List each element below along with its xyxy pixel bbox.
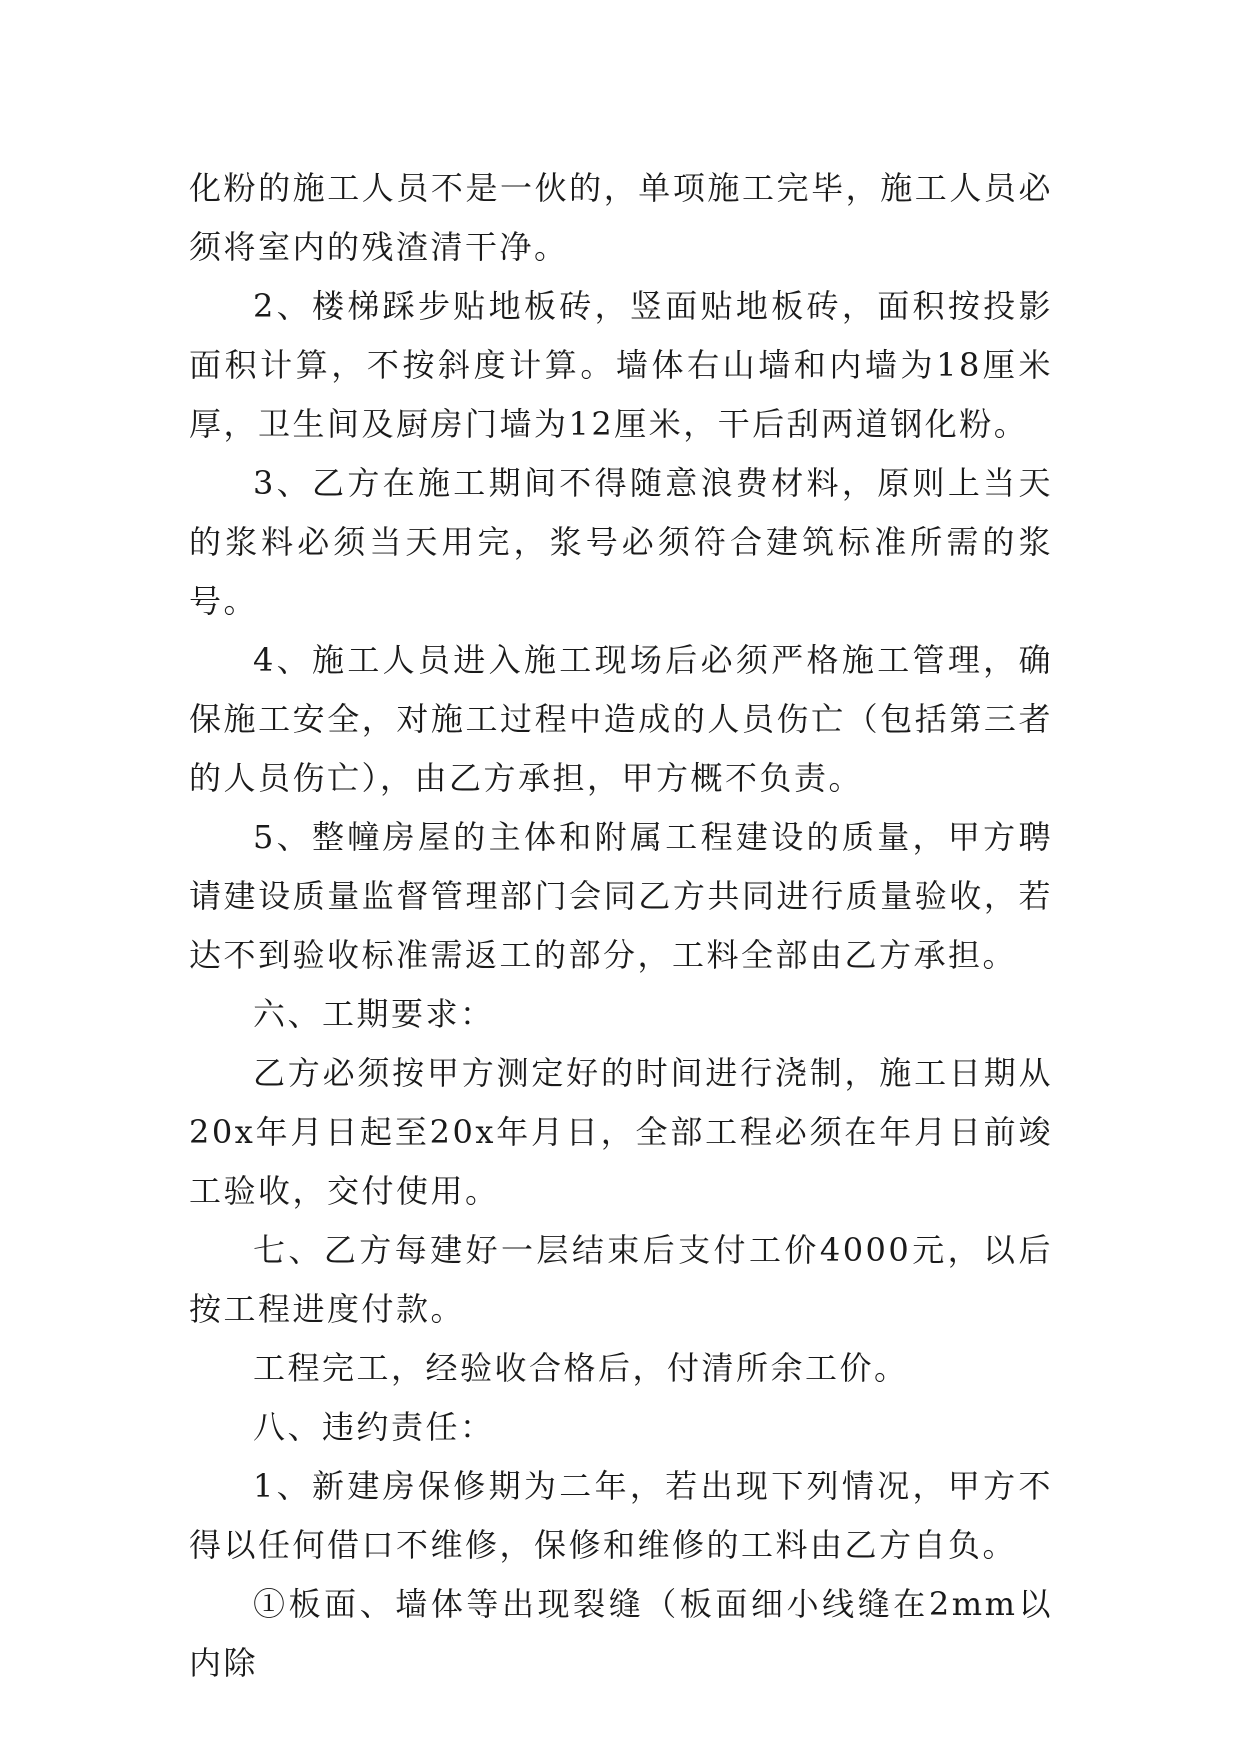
paragraph-continuation: 化粉的施工人员不是一伙的，单项施工完毕，施工人员必须将室内的残渣清干净。 <box>189 169 1053 266</box>
section-heading-schedule: 六、工期要求： <box>253 995 495 1033</box>
paragraph-quality: 5、整幢房屋的主体和附属工程建设的质量，甲方聘请建设质量监督管理部门会同乙方共同进行质量验收，若达不到验收标准需返工的部分，工料全部由乙方承担。 <box>189 818 1053 974</box>
paragraph-warranty: 1、新建房保修期为二年，若出现下列情况，甲方不得以任何借口不维修，保修和维修的工料由乙方自负。 <box>189 1467 1053 1564</box>
paragraph-safety: 4、施工人员进入施工现场后必须严格施工管理，确保施工安全，对施工过程中造成的人员伤亡（包括第三者的人员伤亡），由乙方承担，甲方概不负责。 <box>189 641 1053 797</box>
paragraph-stairs-walls: 2、楼梯踩步贴地板砖，竖面贴地板砖，面积按投影面积计算，不按斜度计算。墙体右山墙和内墙为18厘米厚，卫生间及厨房门墙为12厘米，干后刮两道钢化粉。 <box>189 287 1053 443</box>
section-heading-payment: 七、乙方每建好一层结束后支付工价4000元，以后按工程进度付款。 <box>189 1231 1053 1328</box>
paragraph-materials: 3、乙方在施工期间不得随意浪费材料，原则上当天的浆料必须当天用完，浆号必须符合建筑标准所需的浆号。 <box>189 464 1053 620</box>
paragraph-schedule: 乙方必须按甲方测定好的时间进行浇制，施工日期从20x年月日起至20x年月日，全部工程必须在年月日前竣工验收，交付使用。 <box>189 1054 1053 1210</box>
paragraph-final-payment: 工程完工，经验收合格后，付清所余工价。 <box>253 1349 909 1387</box>
section-heading-liability: 八、违约责任： <box>253 1408 495 1446</box>
document-body <box>189 159 1053 1693</box>
paragraph-cracks: ①板面、墙体等出现裂缝（板面细小线缝在2mm以内除 <box>189 1585 1053 1682</box>
